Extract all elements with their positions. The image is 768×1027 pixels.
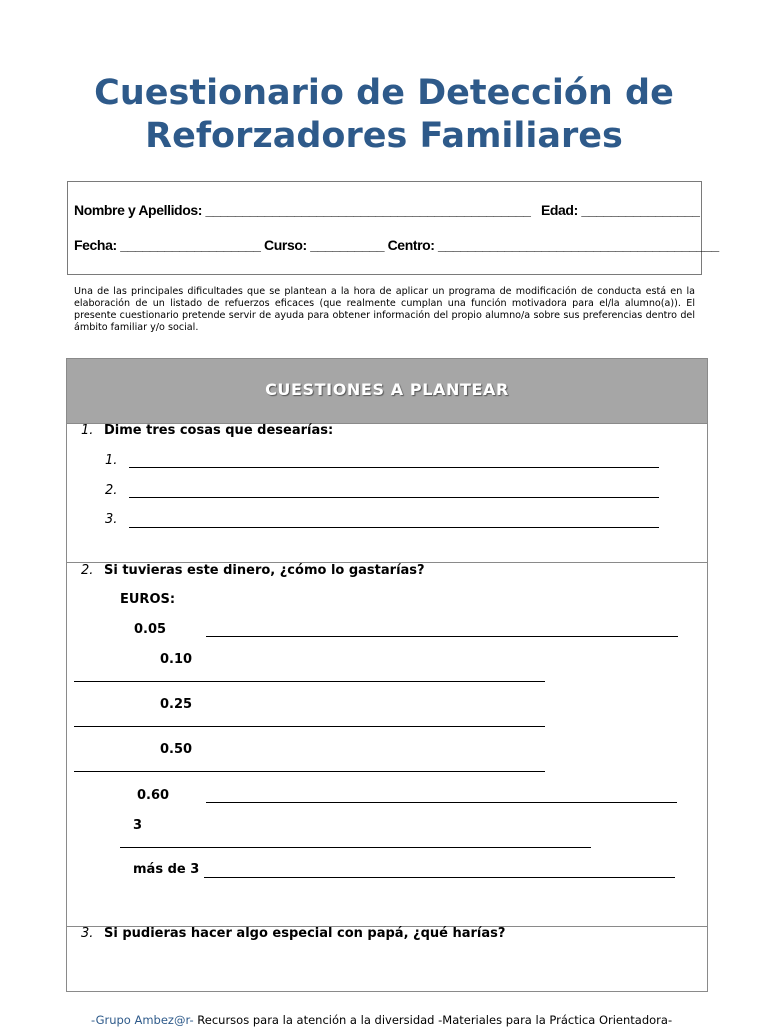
q1-item-2-number: 2. bbox=[105, 483, 118, 498]
amount-0-60-line[interactable] bbox=[206, 802, 677, 803]
page-footer bbox=[91, 1013, 672, 1027]
q1-answer-line-2[interactable] bbox=[129, 497, 659, 498]
q1-item-1-number: 1. bbox=[105, 453, 118, 468]
amount-0-05-line[interactable] bbox=[206, 636, 678, 637]
name-age-line[interactable]: Nombre y Apellidos: ____________________________________________ Edad: ________________ bbox=[74, 202, 700, 218]
amount-0-50-label: 0.50 bbox=[160, 742, 193, 757]
footer-text: Recursos para la atención a la diversidad -Materiales para la Práctica Orientadora- bbox=[193, 1013, 673, 1027]
amount-0-05-label: 0.05 bbox=[134, 622, 167, 637]
q1-answer-line-1[interactable] bbox=[129, 467, 659, 468]
date-course-center-line[interactable]: Fecha: ___________________ Curso: __________ Centro: ______________________________________ bbox=[74, 237, 719, 253]
amount-0-10-label: 0.10 bbox=[160, 652, 193, 667]
amount-0-25-label: 0.25 bbox=[160, 697, 193, 712]
amount-0-25-line[interactable] bbox=[74, 726, 545, 727]
intro-paragraph: Una de las principales dificultades que se plantean a la hora de aplicar un programa de modificación de conducta está en la elaboración de un listado de refuerzos eficaces (que realmente cumplan una función motivadora para el/la alumno(a)). El presente cuestionario pretende servir de ayuda para obtener información del propio alumno/a sobre sus preferencias dentro del ámbito familiar y/o social. bbox=[74, 286, 695, 333]
amount-3-label: 3 bbox=[133, 818, 143, 833]
euros-label: EUROS: bbox=[120, 592, 176, 607]
questions-header-text: CUESTIONES A PLANTEAR bbox=[265, 380, 509, 399]
q2-number: 2. bbox=[81, 563, 94, 578]
q3-text: Si pudieras hacer algo especial con papá, ¿qué harías? bbox=[104, 926, 506, 941]
footer-brand: -Grupo Ambez@r- bbox=[91, 1013, 194, 1027]
title-line-1: Cuestionario de Detección de bbox=[94, 73, 674, 113]
q1-item-3-number: 3. bbox=[105, 512, 118, 527]
amount-0-60-label: 0.60 bbox=[137, 788, 170, 803]
questions-table bbox=[66, 358, 708, 992]
q1-text: Dime tres cosas que desearías: bbox=[104, 423, 334, 438]
questions-header bbox=[67, 359, 707, 424]
q2-text: Si tuvieras este dinero, ¿cómo lo gastarías? bbox=[104, 563, 425, 578]
q1-number: 1. bbox=[81, 423, 94, 438]
amount-more-than-3-line[interactable] bbox=[204, 877, 675, 878]
student-info-box bbox=[67, 181, 719, 275]
q1-answer-line-3[interactable] bbox=[129, 527, 659, 528]
amount-more-than-3-label: más de 3 bbox=[133, 862, 200, 877]
amount-0-50-line[interactable] bbox=[74, 771, 545, 772]
q3-number: 3. bbox=[81, 926, 94, 941]
amount-0-10-line[interactable] bbox=[74, 681, 545, 682]
amount-3-line[interactable] bbox=[120, 847, 591, 848]
document-title bbox=[0, 72, 768, 158]
title-line-2: Reforzadores Familiares bbox=[145, 116, 623, 156]
